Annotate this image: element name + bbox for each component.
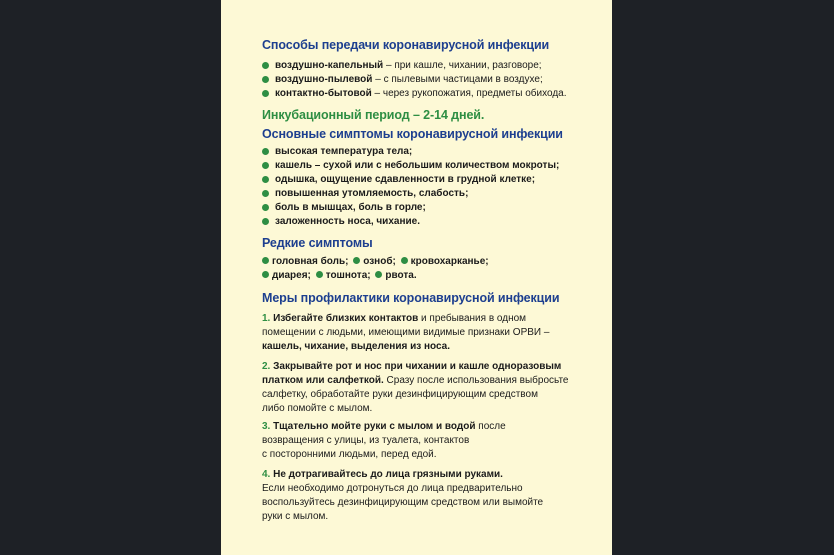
rare-symptoms-row: диарея; тошнота; рвота.: [262, 269, 607, 283]
transmission-list: [262, 59, 607, 101]
transmission-title: Способы передачи коронавирусной инфекции: [262, 38, 550, 52]
list-item: кашель – сухой или с небольшим количеством мокроты;: [262, 159, 607, 173]
prevention-item-3: 3. Тщательно мойте руки с мылом и водой после возвращения с улицы, из туалета, контактов с посторонними людьми, перед едой.: [262, 421, 506, 460]
rare-symptoms-row: головная боль; озноб; кровохарканье;: [262, 255, 607, 269]
prevention-item-4: 4. Не дотрагивайтесь до лица грязными руками. Если необходимо дотронуться до лица предварительно воспользуйтесь дезинфицирующим средством или вымойте руки с мылом.: [262, 469, 544, 522]
bullet-icon: [316, 271, 323, 278]
bullet-icon: [262, 271, 269, 278]
list-item: высокая температура тела;: [262, 145, 607, 159]
prevention-title: Меры профилактики коронавирусной инфекции: [262, 291, 560, 305]
incubation-period: Инкубационный период – 2-14 дней.: [262, 108, 485, 122]
list-item: заложенность носа, чихание.: [262, 215, 607, 229]
list-item: контактно-бытовой – через рукопожатия, предметы обихода.: [262, 87, 607, 101]
symptoms-title: Основные симптомы коронавирусной инфекции: [262, 127, 563, 141]
leaflet-content: [262, 37, 607, 524]
list-item: одышка, ощущение сдавленности в грудной клетке;: [262, 173, 607, 187]
bullet-icon: [353, 257, 360, 264]
list-item: воздушно-пылевой – с пылевыми частицами в воздухе;: [262, 73, 607, 87]
list-item: воздушно-капельный – при кашле, чихании, разговоре;: [262, 59, 607, 73]
prevention-item-2: 2. Закрывайте рот и нос при чихании и кашле одноразовым платком или салфеткой. Сразу после использования выбросьте салфетку, обработайте руки дезинфицирующим средством либо помойте с мылом.: [262, 361, 569, 414]
rare-symptoms-title: Редкие симптомы: [262, 236, 373, 250]
prevention-item-1: 1. Избегайте близких контактов и пребывания в одном помещении с людьми, имеющими видимые признаки ОРВИ – кашель, чихание, выделения из носа.: [262, 313, 550, 352]
bullet-icon: [401, 257, 408, 264]
list-item: боль в мышцах, боль в горле;: [262, 201, 607, 215]
bullet-icon: [375, 271, 382, 278]
symptoms-list: [262, 145, 607, 229]
bullet-icon: [262, 257, 269, 264]
list-item: повышенная утомляемость, слабость;: [262, 187, 607, 201]
leaflet-page: [221, 0, 612, 555]
